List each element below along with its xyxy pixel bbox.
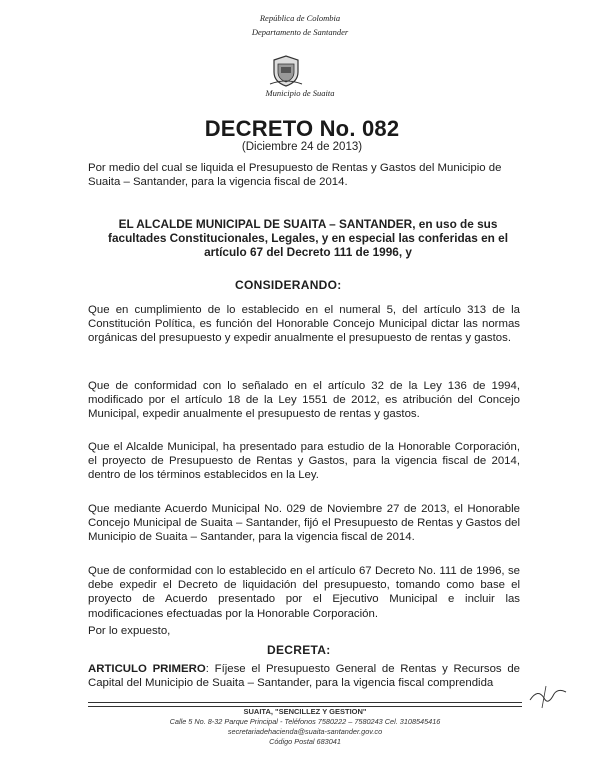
header-department: Departamento de Santander <box>251 27 349 37</box>
considerando-2: Que de conformidad con lo señalado en el artículo 32 de la Ley 136 de 1994, modificado por el artículo 18 de la Ley 1551 de 2012, es atribución del Concejo Municipal, expedir anualmente el presupuesto de rentas y gastos. <box>88 380 520 421</box>
considerando-5: Que de conformidad con lo establecido en el artículo 67 Decreto No. 111 de 1996, se debe expedir el Decreto de liquidación del presupuesto, tomando como base el proyecto de Acuerdo presentado por el Ejecutivo Municipal e incluir las modificaciones efectuadas por la Honorable Corporación. <box>88 565 520 620</box>
footer-email: secretariadehacienda@suaita-santander.gov.co <box>227 727 383 736</box>
preamble: EL ALCALDE MUNICIPAL DE SUAITA – SANTANDER, en uso de sus facultades Constitucionales, Legales, y en especial las conferidas en el artículo 67 del Decreto 111 de 1996, y <box>108 217 508 260</box>
decree-date: (Diciembre 24 de 2013) <box>241 141 363 153</box>
por-lo-expuesto: Por lo expuesto, <box>88 625 171 637</box>
municipal-crest-icon <box>268 54 304 88</box>
footer-postal: Código Postal 683041 <box>269 737 341 746</box>
footer-slogan: SUAITA, "SENCILLEZ Y GESTION" <box>243 707 367 716</box>
signature-mark-icon <box>528 684 568 710</box>
considerando-heading: CONSIDERANDO: <box>235 278 342 292</box>
header-municipality: Municipio de Suaita <box>265 88 335 98</box>
footer-divider-top <box>88 702 522 703</box>
article-one-label: ARTICULO PRIMERO <box>88 663 206 675</box>
decree-title: DECRETO No. 082 <box>204 116 400 141</box>
article-one-text: : Fíjese el Presupuesto General de Rentas y Recursos de Capital del Municipio de Suaita – Santander, para la vigencia fiscal comprendida <box>88 663 521 690</box>
decree-purpose: Por medio del cual se liquida el Presupuesto de Rentas y Gastos del Municipio de Suaita – Santander, para la vigencia fiscal de 2014. <box>88 162 502 189</box>
article-one <box>88 662 520 690</box>
header-country: República de Colombia <box>259 13 341 23</box>
decreta-heading: DECRETA: <box>267 643 331 657</box>
considerando-1: Que en cumplimiento de lo establecido en el numeral 5, del artículo 313 de la Constitución Política, es función del Honorable Concejo Municipal dictar las normas orgánicas del presupuesto y expedir anualmente el presupuesto de rentas y gastos. <box>88 304 520 345</box>
footer-address: Calle 5 No. 8-32 Parque Principal - Teléfonos 7580222 – 7580243 Cel. 3108545416 <box>169 717 441 726</box>
considerando-4: Que mediante Acuerdo Municipal No. 029 de Noviembre 27 de 2013, el Honorable Concejo Municipal de Suaita – Santander, fijó el Presupuesto de Rentas y Gastos del Municipio de Suaita – Santander, para la vigencia fiscal de 2014. <box>88 503 520 544</box>
considerando-3: Que el Alcalde Municipal, ha presentado para estudio de la Honorable Corporación, el proyecto de Presupuesto de Rentas y Gastos, para la vigencia fiscal de 2014, dentro de los términos establecidos en la Ley. <box>88 441 520 482</box>
